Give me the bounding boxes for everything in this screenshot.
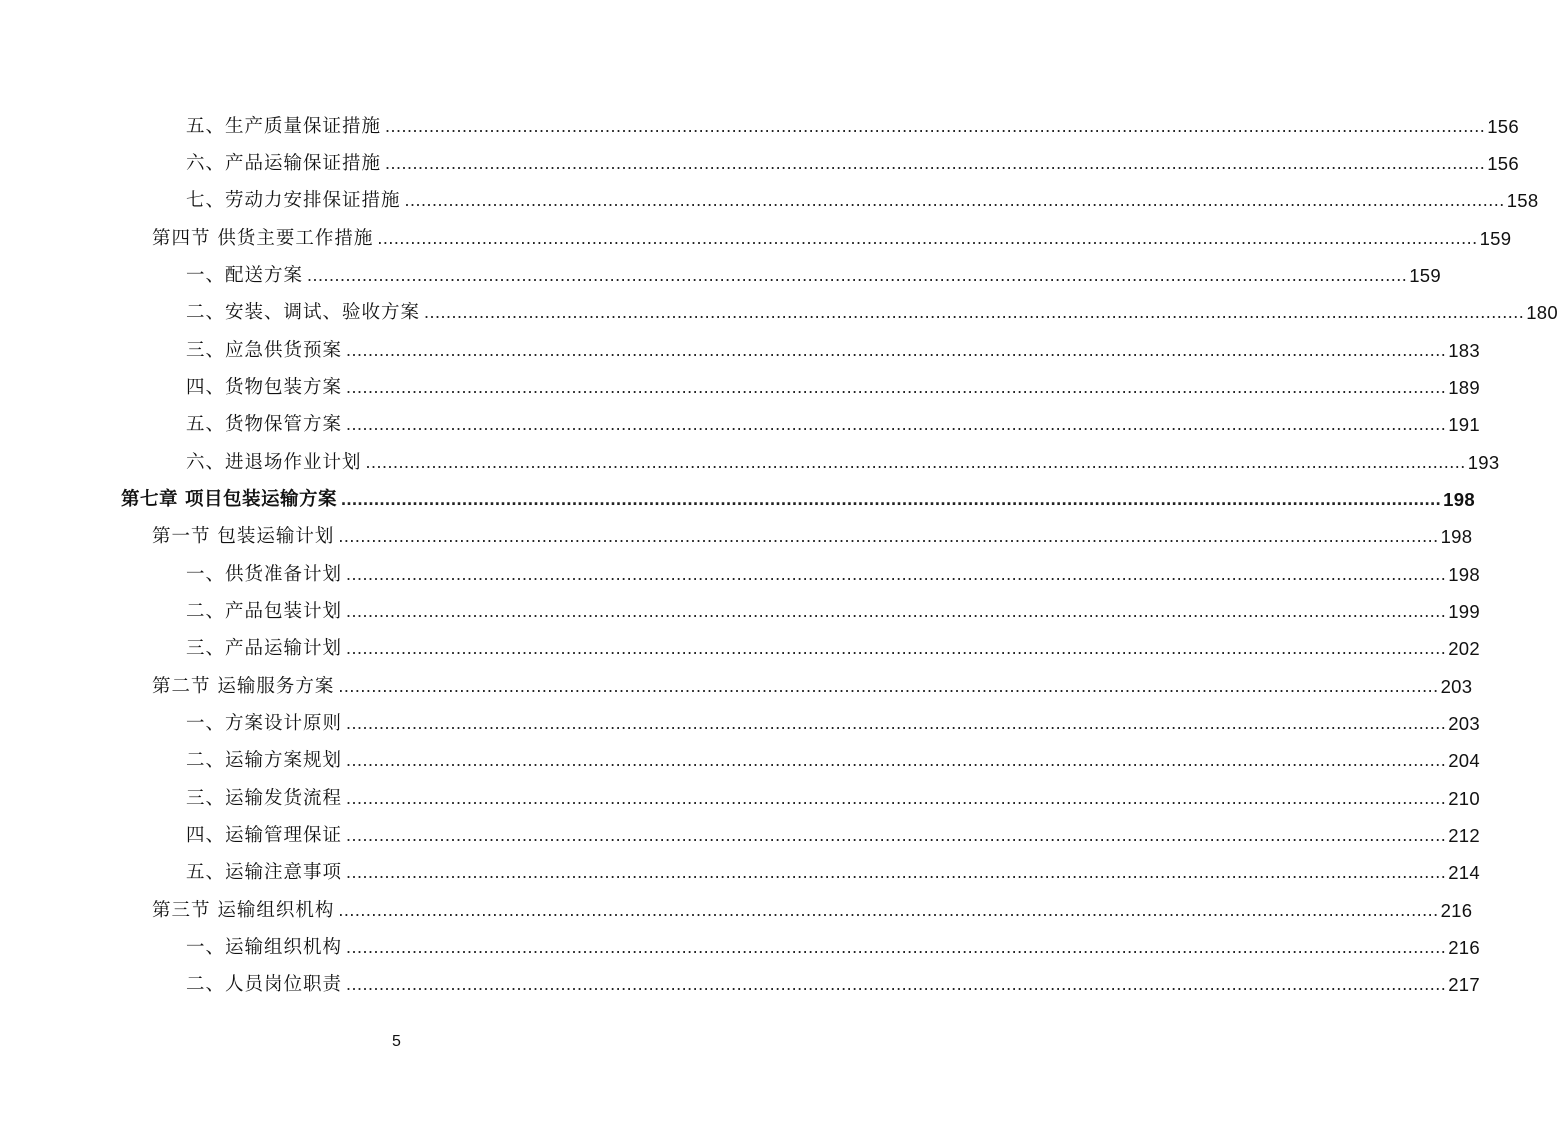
toc-entry[interactable]: [186, 325, 1480, 362]
toc-entry-title: 六、产品运输保证措施: [186, 153, 382, 174]
toc-entry[interactable]: [186, 773, 1480, 810]
toc-entry[interactable]: [121, 474, 1475, 511]
toc-entry-title: 一、配送方案: [186, 265, 304, 286]
toc-leader-dots: ........................................................................................................................................................................................................: [346, 713, 1447, 733]
toc-entry-page: 159: [1479, 228, 1512, 249]
toc-entry-page: 212: [1448, 825, 1480, 846]
toc-entry[interactable]: [186, 399, 1480, 436]
toc-entry-page: 202: [1448, 638, 1480, 659]
toc-leader-dots: ........................................................................................................................................................................................................: [338, 676, 1439, 696]
toc-entry[interactable]: [152, 213, 1512, 250]
toc-entry-title: 三、运输发货流程: [186, 788, 343, 809]
toc-entry-page: 191: [1448, 414, 1480, 435]
toc-entry[interactable]: [186, 847, 1480, 884]
toc-entry-page: 214: [1448, 862, 1480, 883]
toc-entry-title: 二、人员岗位职责: [186, 974, 343, 995]
toc-leader-dots: ........................................................................................................................................................................................................: [346, 340, 1447, 360]
toc-entry-title: 第四节 供货主要工作措施: [152, 228, 374, 249]
toc-leader-dots: ........................................................................................................................................................................................................: [346, 937, 1447, 957]
toc-entry-page: 203: [1448, 713, 1480, 734]
toc-entry-page: 158: [1506, 190, 1539, 211]
toc-entry-title: 三、产品运输计划: [186, 638, 343, 659]
toc-leader-dots: ........................................................................................................................................................................................................: [338, 526, 1439, 546]
toc-entry-title: 第一节 包装运输计划: [152, 526, 335, 547]
toc-leader-dots: ........................................................................................................................................................................................................: [424, 302, 1525, 322]
toc-leader-dots: ........................................................................................................................................................................................................: [346, 638, 1447, 658]
toc-entry-page: 159: [1409, 265, 1441, 286]
toc-entry[interactable]: [186, 101, 1519, 138]
toc-entry[interactable]: [186, 922, 1480, 959]
toc-leader-dots: ........................................................................................................................................................................................................: [346, 377, 1447, 397]
toc-entry[interactable]: [186, 959, 1480, 996]
toc-entry[interactable]: [186, 362, 1480, 399]
toc-entry[interactable]: [186, 698, 1480, 735]
toc-entry-title: 六、进退场作业计划: [186, 452, 362, 473]
toc-entry-title: 二、运输方案规划: [186, 750, 343, 771]
toc-entry-page: 199: [1448, 601, 1480, 622]
toc-entry-page: 216: [1440, 900, 1473, 921]
toc-entry-page: 204: [1448, 750, 1480, 771]
toc-leader-dots: ........................................................................................................................................................................................................: [346, 825, 1447, 845]
toc-entry-title: 四、货物包装方案: [186, 377, 343, 398]
toc-entry-page: 216: [1448, 937, 1480, 958]
toc-leader-dots: ........................................................................................................................................................................................................: [307, 265, 1408, 285]
toc-entry-title: 二、产品包装计划: [186, 601, 343, 622]
toc-entry-title: 第七章 项目包装运输方案: [121, 489, 337, 510]
toc-entry-title: 五、运输注意事项: [186, 862, 343, 883]
toc-entry-title: 一、运输组织机构: [186, 937, 343, 958]
toc-entry[interactable]: [186, 810, 1480, 847]
toc-leader-dots: ........................................................................................................................................................................................................: [377, 228, 1478, 248]
toc-entry-title: 四、运输管理保证: [186, 825, 343, 846]
toc-leader-dots: ........................................................................................................................................................................................................: [346, 564, 1447, 584]
toc-entry-title: 二、安装、调试、验收方案: [186, 302, 421, 323]
toc-entry-title: 五、生产质量保证措施: [186, 116, 382, 137]
toc-leader-dots: ........................................................................................................................................................................................................: [346, 862, 1447, 882]
toc-entry-title: 一、方案设计原则: [186, 713, 343, 734]
toc-leader-dots: ........................................................................................................................................................................................................: [385, 116, 1486, 136]
toc-entry[interactable]: [186, 586, 1480, 623]
toc-leader-dots: ........................................................................................................................................................................................................: [346, 974, 1447, 994]
toc-leader-dots: ........................................................................................................................................................................................................: [346, 601, 1447, 621]
toc-entry-page: 217: [1448, 974, 1480, 995]
toc-entry-page: 203: [1440, 676, 1473, 697]
toc-entry-page: 183: [1448, 340, 1480, 361]
toc-entry[interactable]: [186, 175, 1539, 212]
toc-entry-page: 210: [1448, 788, 1480, 809]
toc-leader-dots: ........................................................................................................................................................................................................: [365, 452, 1466, 472]
toc-entry-title: 一、供货准备计划: [186, 564, 343, 585]
toc-leader-dots: ........................................................................................................................................................................................................: [340, 489, 1442, 509]
toc-entry[interactable]: [186, 623, 1480, 660]
toc-entry-title: 三、应急供货预案: [186, 340, 343, 361]
toc-entry[interactable]: [152, 661, 1473, 698]
toc-entry-title: 七、劳动力安排保证措施: [186, 190, 401, 211]
page-number: 5: [392, 1033, 401, 1050]
toc-leader-dots: ........................................................................................................................................................................................................: [346, 750, 1447, 770]
toc-entry-page: 198: [1440, 526, 1473, 547]
toc-entry[interactable]: [186, 437, 1500, 474]
toc-entry-page: 198: [1443, 489, 1475, 510]
toc-leader-dots: ........................................................................................................................................................................................................: [404, 190, 1505, 210]
toc-entry-title: 五、货物保管方案: [186, 414, 343, 435]
toc-entry[interactable]: [152, 885, 1473, 922]
toc-entry-page: 198: [1448, 564, 1480, 585]
toc-entry-page: 180: [1526, 302, 1558, 323]
toc-entry-page: 156: [1487, 116, 1519, 137]
toc-entry[interactable]: [186, 250, 1441, 287]
toc-entry-title: 第二节 运输服务方案: [152, 676, 335, 697]
toc-leader-dots: ........................................................................................................................................................................................................: [385, 153, 1486, 173]
toc-leader-dots: ........................................................................................................................................................................................................: [338, 900, 1439, 920]
toc-entry-title: 第三节 运输组织机构: [152, 900, 335, 921]
toc-entry[interactable]: [186, 549, 1480, 586]
toc-entry[interactable]: [186, 138, 1519, 175]
toc-entry-page: 189: [1448, 377, 1480, 398]
toc-entry-page: 193: [1467, 452, 1500, 473]
toc-entry[interactable]: [186, 735, 1480, 772]
toc-entry[interactable]: [152, 511, 1473, 548]
toc-leader-dots: ........................................................................................................................................................................................................: [346, 788, 1447, 808]
toc-leader-dots: ........................................................................................................................................................................................................: [346, 414, 1447, 434]
toc-entry-page: 156: [1487, 153, 1519, 174]
toc-entry[interactable]: [186, 287, 1558, 324]
